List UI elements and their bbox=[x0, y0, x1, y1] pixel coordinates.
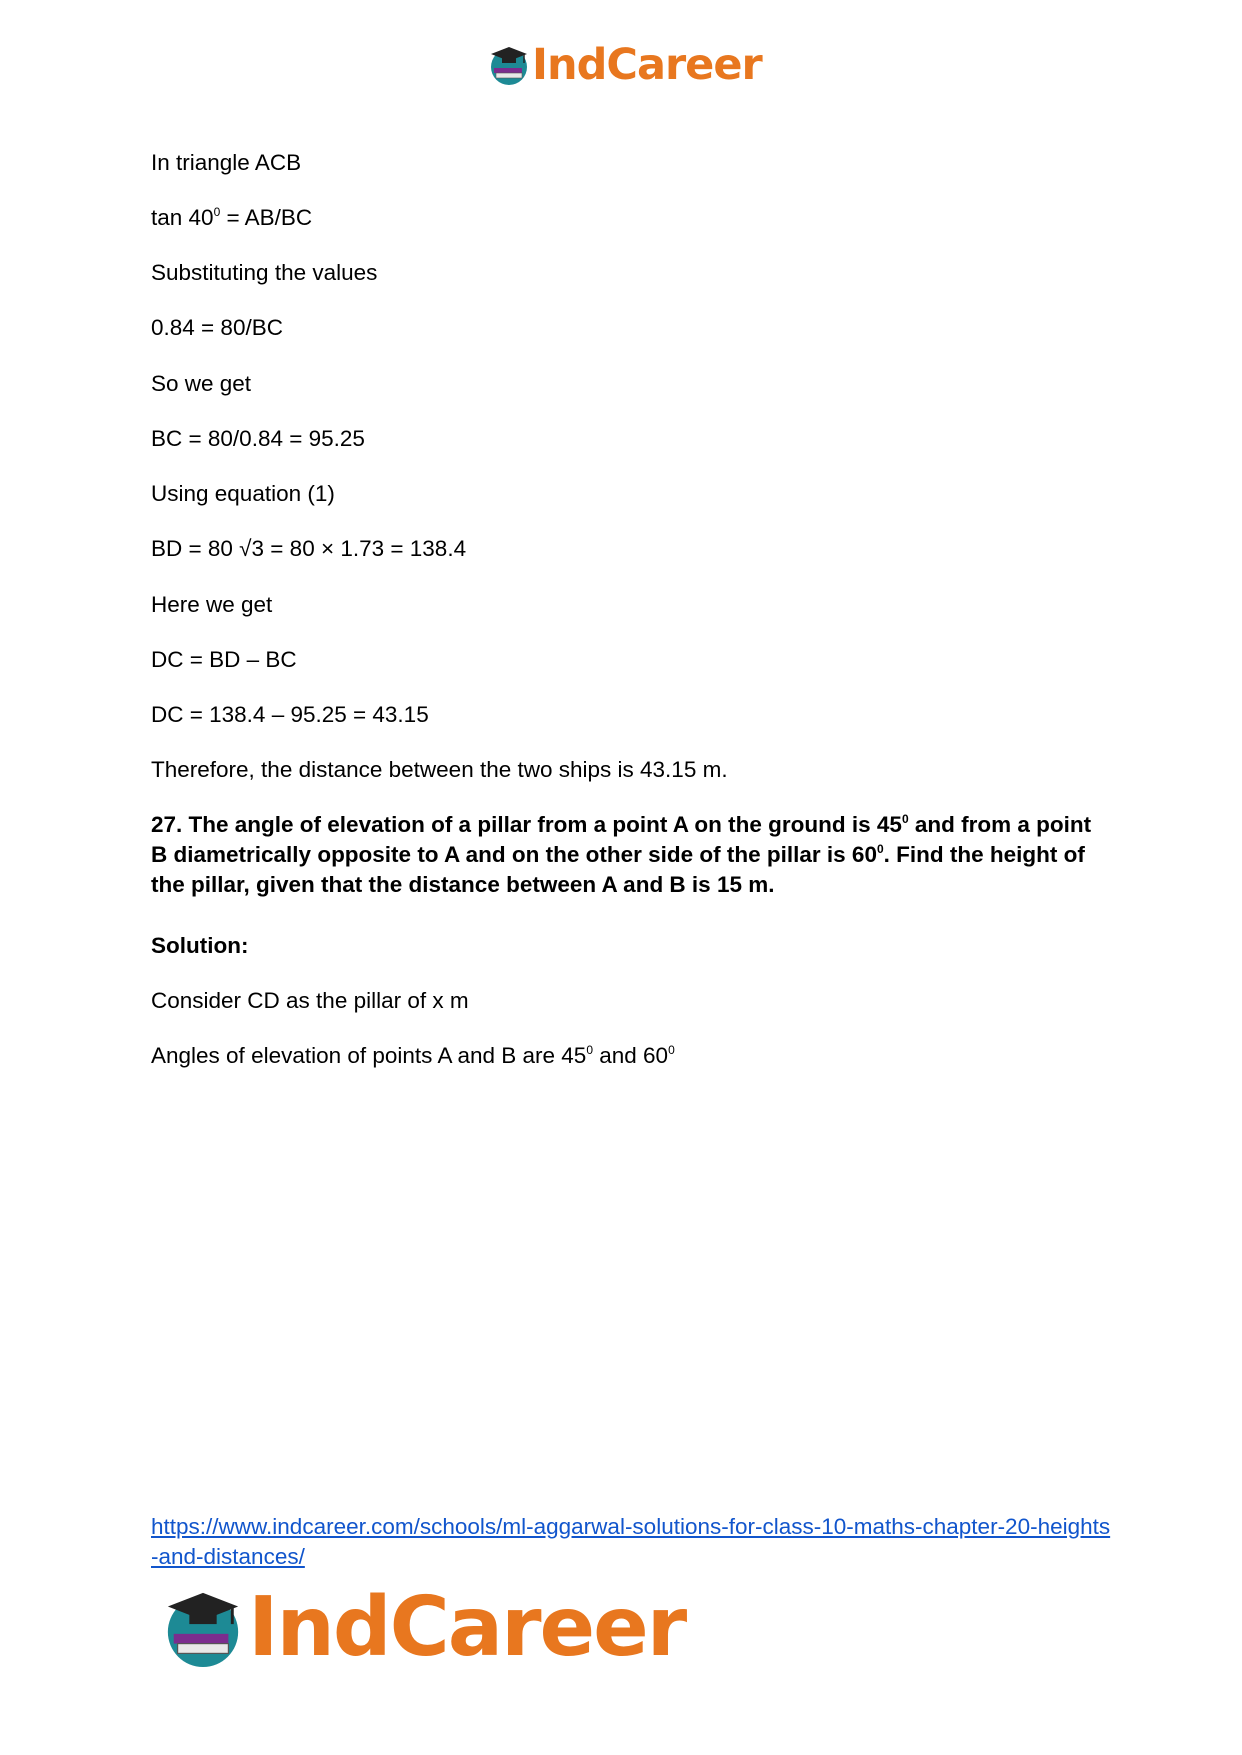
graduation-cap-books-icon bbox=[488, 44, 530, 86]
solution-label: Solution: bbox=[151, 933, 249, 958]
text-line: Using equation (1) bbox=[151, 481, 335, 506]
text-line: $\tan 40^0 = AB/BC$ bbox=[151, 205, 313, 230]
text-line: In triangle ACB bbox=[151, 150, 302, 175]
text-line: BC = 80/0.84 = 95.25 bbox=[151, 426, 365, 451]
text-line: Substituting the values bbox=[151, 260, 378, 285]
graduation-cap-books-icon bbox=[162, 1587, 244, 1669]
footer-logo-text: IndCareer bbox=[248, 1580, 686, 1675]
text-line: DC = 138.4 – 95.25 = 43.15 bbox=[151, 702, 429, 727]
footer-logo bbox=[162, 1580, 685, 1675]
header-logo bbox=[488, 40, 762, 90]
text-line: 0.84 = 80/BC bbox=[151, 315, 283, 340]
text-line: Angles of elevation of points A and B are $45^0$ and $60^0$ bbox=[151, 1043, 675, 1068]
text-line: So we get bbox=[151, 371, 252, 396]
text-line: DC = BD – BC bbox=[151, 647, 297, 672]
text-line: Therefore, the distance between the two ships is 43.15 m. bbox=[151, 757, 728, 782]
footer-source-link[interactable]: https://www.indcareer.com/schools/ml-aggarwal-solutions-for-class-10-maths-chapter-20-heights-and-distances/ bbox=[151, 1514, 1111, 1569]
header-logo-text: IndCareer bbox=[532, 40, 762, 90]
text-line: Here we get bbox=[151, 592, 273, 617]
text-line: BD = 80 √3 = 80 × 1.73 = 138.4 bbox=[151, 536, 467, 561]
text-line: Consider CD as the pillar of x m bbox=[151, 988, 469, 1013]
question-27: 27. The angle of elevation of a pillar from a point A on the ground is $45^0$ and from a point B diametrically opposite to A and on the other side of the pillar is $60^0$. Find the height of the pillar, given that the distance between A and B is 15 m. bbox=[151, 812, 1092, 897]
